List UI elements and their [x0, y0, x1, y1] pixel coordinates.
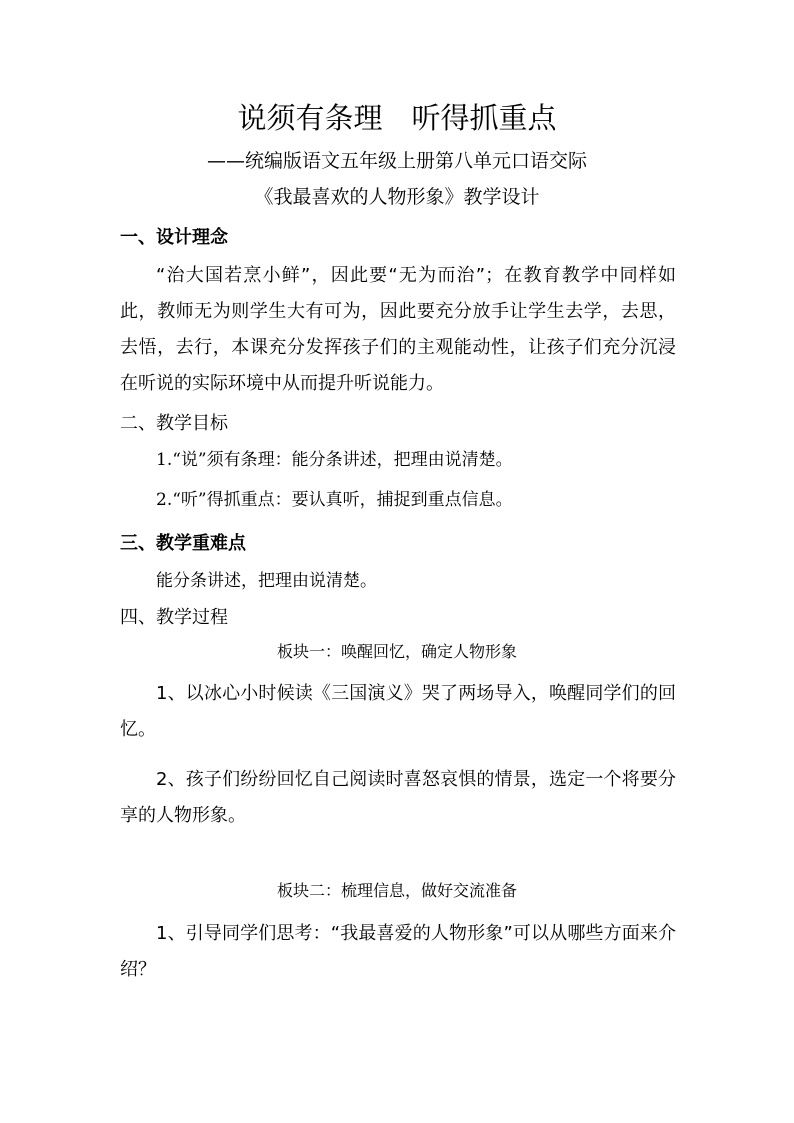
- teaching-goal-2: 2.“听”得抓重点：要认真听，捕捉到重点信息。: [156, 490, 513, 510]
- section-heading-key-difficulties: 三、教学重难点: [120, 533, 246, 554]
- section-heading-teaching-process: 四、教学过程: [120, 607, 228, 628]
- design-concept-paragraph: “治大国若烹小鲜”，因此要“无为而治”；在教育教学中同样如此，教师无为则学生大有可为，因此要充分放手让学生去学，去思，去悟，去行，本课充分发挥孩子们的主观能动性，让孩子们充分沉浸在听说的实际环境中从而提升听说能力。: [120, 265, 676, 394]
- page-subtitle: ——统编版语文五年级上册第八单元口语交际: [206, 150, 587, 172]
- section-heading-design-concept: 一、设计理念: [120, 227, 228, 248]
- block2-title: 板块二：梳理信息，做好交流准备: [276, 881, 517, 900]
- block1-paragraph-1: 1、以冰心小时候读《三国演义》哭了两场导入，唤醒同学们的回忆。: [120, 683, 676, 740]
- teaching-goal-1: 1.“说”须有条理：能分条讲述，把理由说清楚。: [156, 450, 513, 470]
- block1-paragraph-2: 2、孩子们纷纷回忆自己阅读时喜怒哀惧的情景，选定一个将要分享的人物形象。: [120, 769, 676, 826]
- lesson-title: 《我最喜欢的人物形象》教学设计: [254, 186, 540, 208]
- block2-paragraph-1: 1、引导同学们思考：“我最喜爱的人物形象”可以从哪些方面来介绍？: [120, 923, 676, 980]
- block1-title: 板块一：唤醒回忆，确定人物形象: [276, 642, 517, 661]
- key-difficulties-text: 能分条讲述，把理由说清楚。: [156, 571, 377, 591]
- section-heading-teaching-goals: 二、教学目标: [120, 413, 228, 434]
- page-title: 说须有条理 听得抓重点: [237, 101, 557, 135]
